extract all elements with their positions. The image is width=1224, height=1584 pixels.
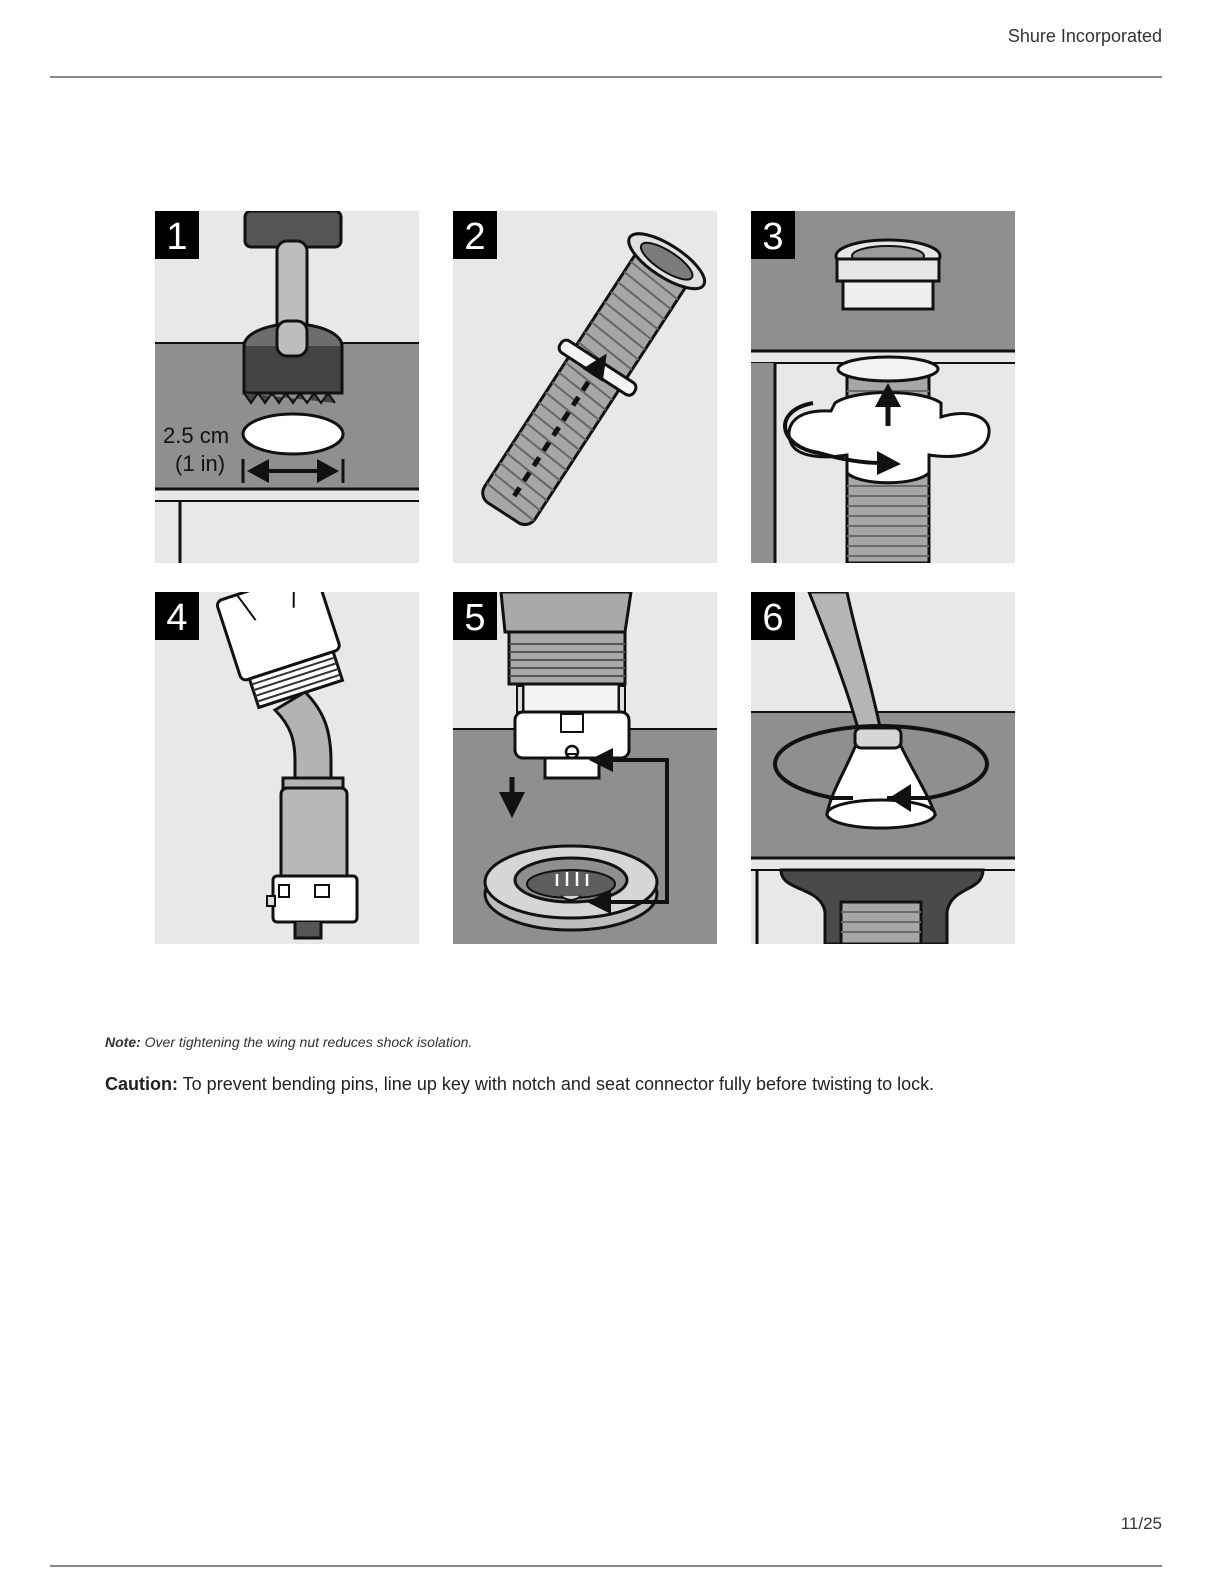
note-text: Over tightening the wing nut reduces shock isolation. xyxy=(144,1034,473,1050)
step-4-number: 4 xyxy=(166,597,188,639)
step-6-number: 6 xyxy=(762,597,784,639)
caution-text: To prevent bending pins, line up key with notch and seat connector fully before twisting to lock. xyxy=(182,1074,935,1094)
note-paragraph xyxy=(105,1034,472,1050)
step-1-dimension-imperial: (1 in) xyxy=(175,451,226,476)
step-2-number: 2 xyxy=(464,216,486,258)
step-1-dimension-metric: 2.5 cm xyxy=(163,423,230,448)
step-5-panel xyxy=(453,592,717,944)
step-3-number: 3 xyxy=(762,216,784,258)
caution-label: Caution: xyxy=(105,1074,178,1094)
step-3-panel xyxy=(751,211,1015,563)
caution-paragraph xyxy=(105,1074,934,1095)
note-label: Note: xyxy=(105,1034,141,1050)
page-number: 11/25 xyxy=(1120,1514,1162,1533)
step-1-number: 1 xyxy=(166,216,188,258)
step-1-panel xyxy=(155,211,419,563)
step-2-panel xyxy=(453,211,717,563)
footer-rule xyxy=(50,1565,1162,1567)
step-6-panel xyxy=(751,592,1015,944)
header-company-name: Shure Incorporated xyxy=(1007,26,1162,46)
step-5-number: 5 xyxy=(464,597,486,639)
header-rule xyxy=(50,76,1162,78)
step-4-panel xyxy=(155,592,419,944)
